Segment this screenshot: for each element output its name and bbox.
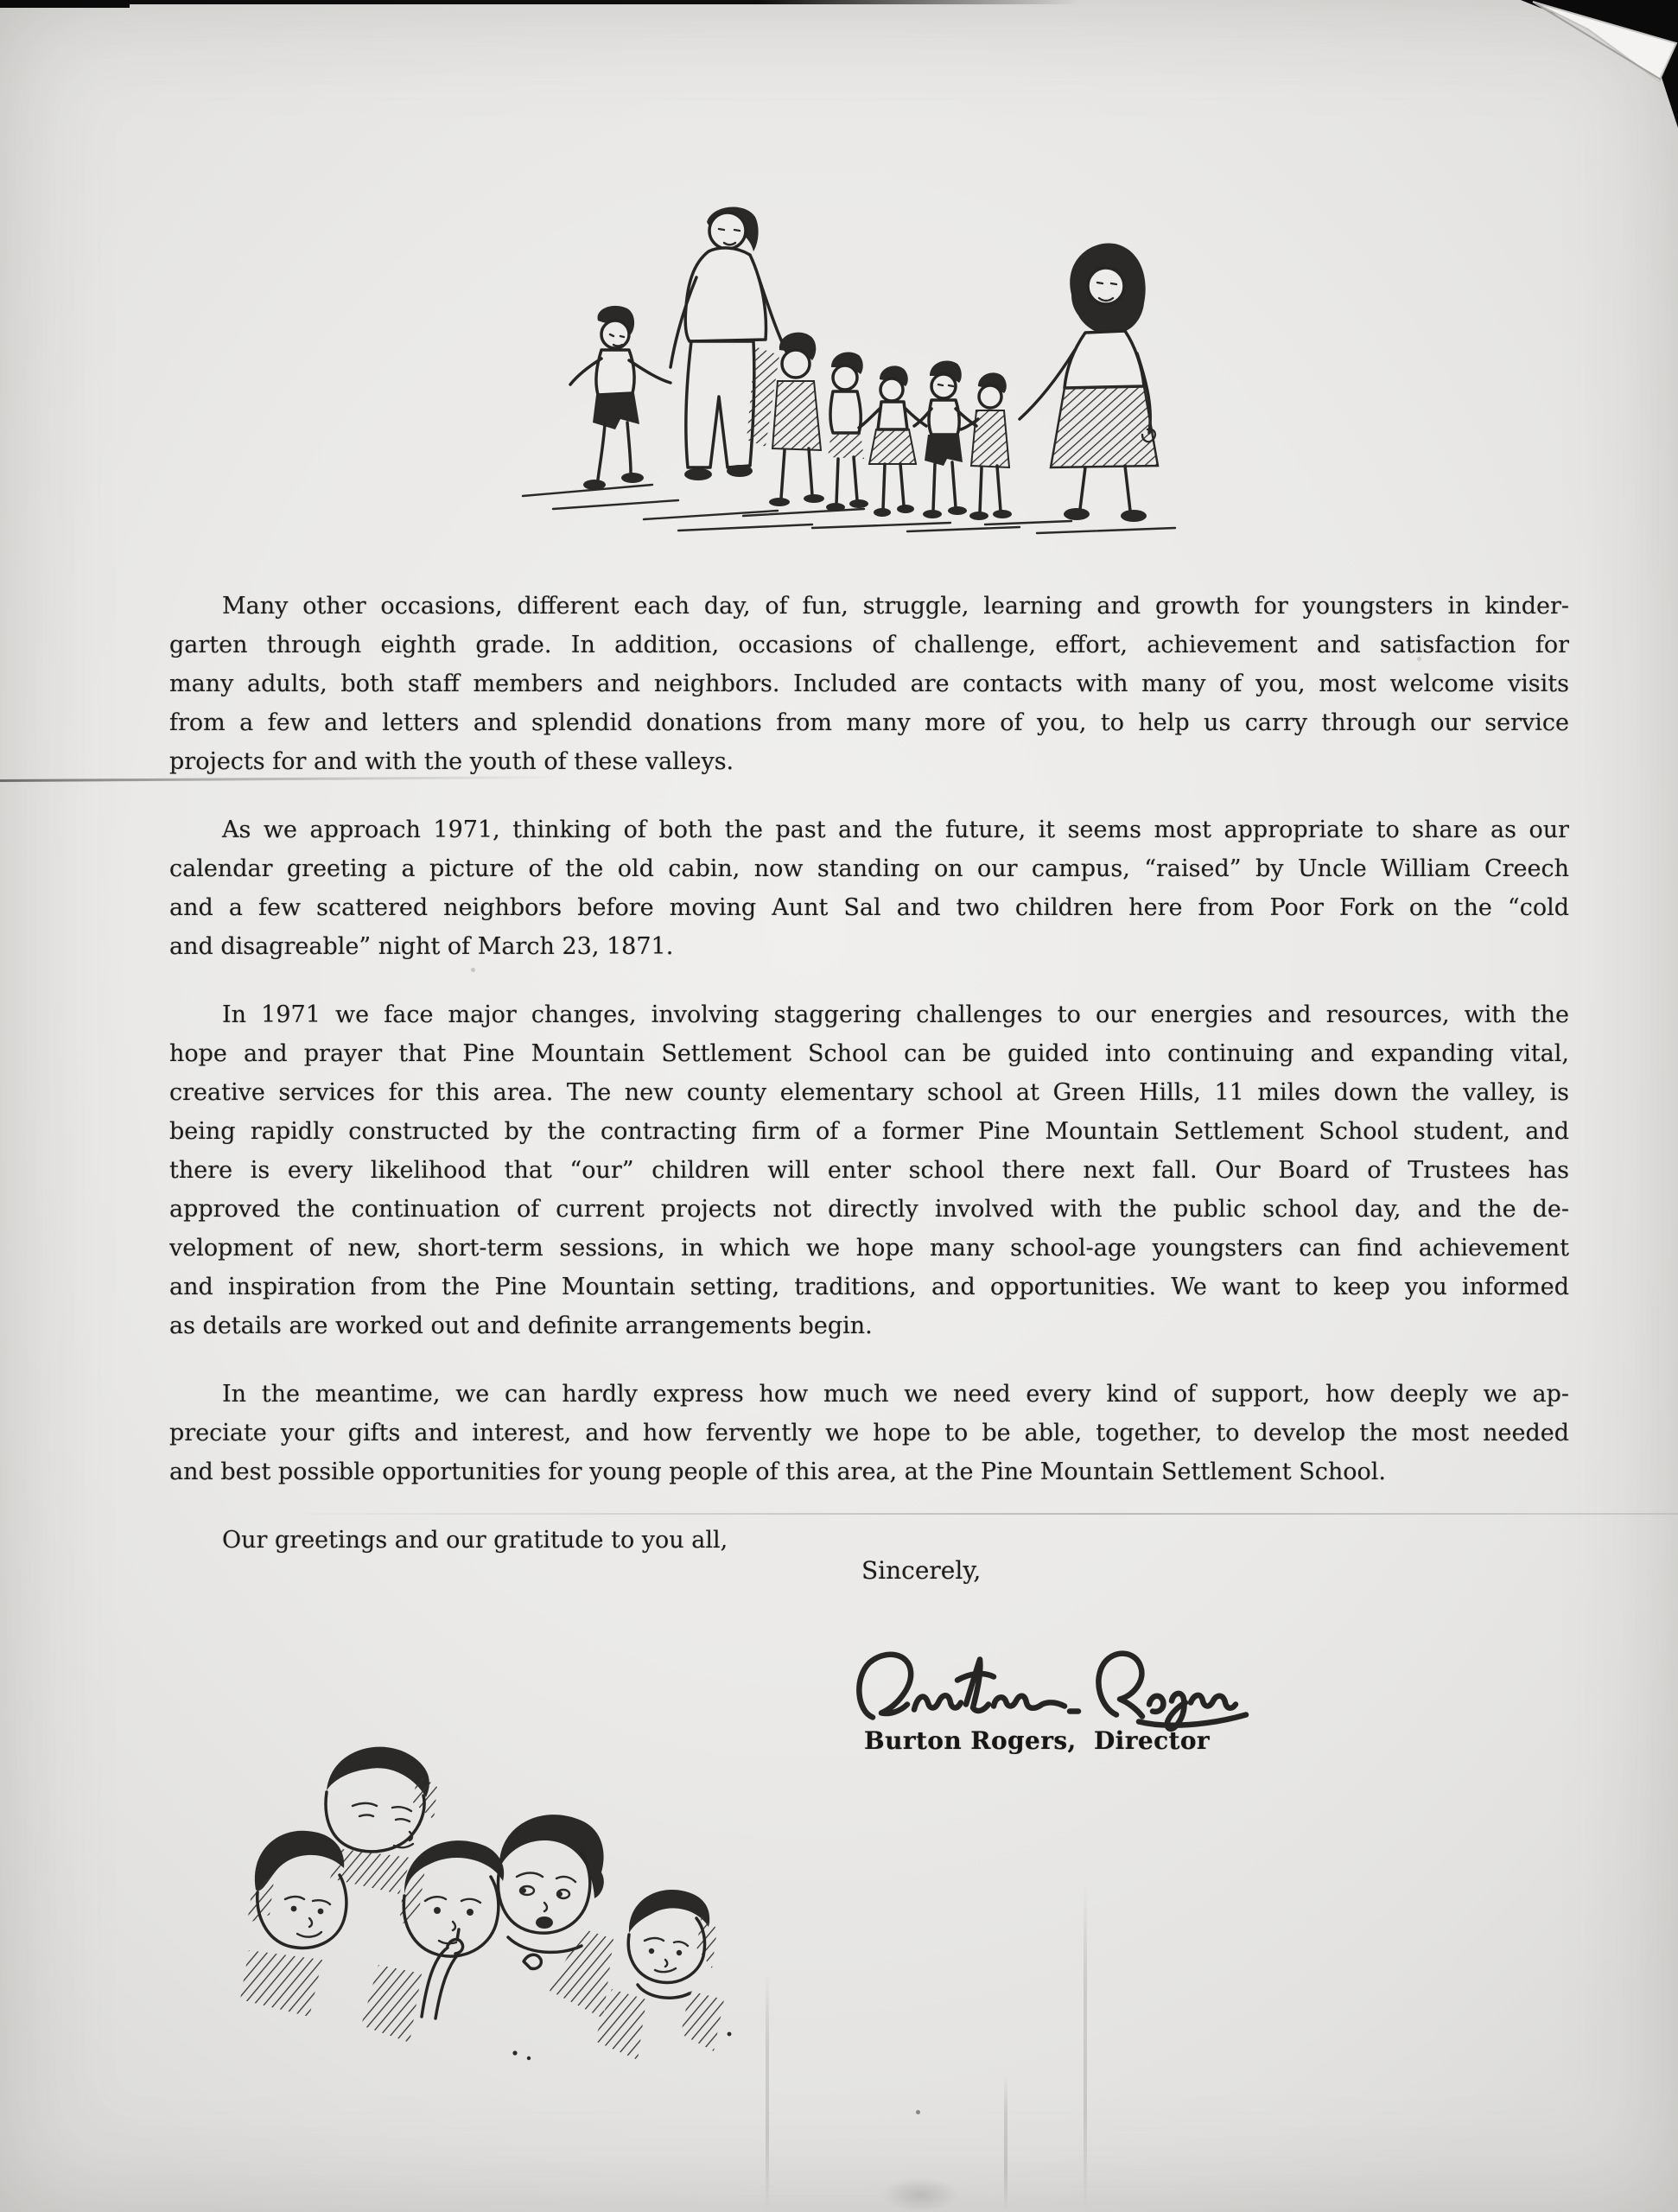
child-face-right bbox=[594, 1890, 724, 2060]
letter-line: In the meantime, we can hardly express how much we need every kind of support, how deeply we ap- bbox=[222, 1381, 1569, 1408]
scan-edge-top bbox=[0, 0, 1080, 4]
letter-line: projects for and with the youth of these valleys. bbox=[169, 748, 734, 775]
children-faces-illustration bbox=[240, 1730, 745, 2079]
signature-burton-rogers bbox=[847, 1633, 1279, 1741]
woman-figure bbox=[1020, 244, 1158, 522]
letter-line: and inspiration from the Pine Mountain setting, traditions, and opportunities. We want to keep you informed bbox=[169, 1274, 1569, 1300]
scan-smudge bbox=[881, 2177, 959, 2212]
letter-line: Our greetings and our gratitude to you all, bbox=[222, 1527, 728, 1554]
letter-line: approved the continuation of current projects not directly involved with the public school day, and the de- bbox=[169, 1196, 1569, 1223]
signature-typed-name: Burton Rogers, Director bbox=[864, 1726, 1211, 1755]
scan-edge-top-left bbox=[0, 0, 130, 8]
ink-speck bbox=[728, 2032, 732, 2037]
folded-corner-top-right bbox=[1332, 0, 1678, 147]
letter-line: calendar greeting a picture of the old cabin, now standing on our campus, “raised” by Uncle William Creech bbox=[169, 855, 1569, 882]
letter-line: and a few scattered neighbors before moving Aunt Sal and two children here from Poor Fork on the “cold bbox=[169, 894, 1569, 921]
closing-salutation: Sincerely, bbox=[861, 1556, 982, 1585]
letter-paragraph bbox=[169, 995, 1569, 1345]
letter-line: hope and prayer that Pine Mountain Settlement School can be guided into continuing and expanding vital, bbox=[169, 1040, 1569, 1067]
letter-line: In 1971 we face major changes, involving staggering challenges to our energies and resources, with the bbox=[222, 1001, 1569, 1028]
ink-speck bbox=[527, 2056, 531, 2060]
letter-line: As we approach 1971, thinking of both the past and the future, it seems most appropriate to share as our bbox=[222, 817, 1569, 843]
scan-streak bbox=[1004, 2074, 1007, 2212]
letter-line: and best possible opportunities for young people of this area, at the Pine Mountain Settlement School. bbox=[169, 1459, 1386, 1485]
child-face-top bbox=[326, 1747, 437, 1894]
letter-line: Many other occasions, different each day, of fun, struggle, learning and growth for youngsters in kinder- bbox=[222, 593, 1569, 620]
children-figures bbox=[769, 333, 1012, 520]
letter-paragraph bbox=[169, 810, 1569, 966]
letter-line: being rapidly constructed by the contracting firm of a former Pine Mountain Settlement School student, and bbox=[169, 1118, 1569, 1145]
toddler-figure bbox=[570, 306, 671, 490]
letter-line: preciate your gifts and interest, and how fervently we hope to be able, together, to develop the most needed bbox=[169, 1420, 1569, 1446]
letter-line: many adults, both staff members and neighbors. Included are contacts with many of you, most welcome visits bbox=[169, 671, 1569, 697]
child-face-left bbox=[240, 1831, 346, 2017]
letter-line: garten through eighth grade. In addition, occasions of challenge, effort, achievement and satisfaction for bbox=[169, 632, 1569, 658]
letter-paragraph bbox=[169, 1375, 1569, 1491]
letter-line: creative services for this area. The new county elementary school at Green Hills, 11 miles down the valley, is bbox=[169, 1079, 1569, 1106]
ink-speck bbox=[512, 2050, 517, 2055]
dust-speck bbox=[916, 2110, 920, 2114]
scan-streak bbox=[1084, 1884, 1087, 2212]
letter-line: and disagreable” night of March 23, 1871. bbox=[169, 933, 674, 960]
letter-line: there is every likelihood that “our” children will enter school there next fall. Our Board of Trustees has bbox=[169, 1157, 1569, 1184]
letter-line: from a few and letters and splendid donations from many more of you, to help us carry through our service bbox=[169, 709, 1569, 736]
letter-line: as details are worked out and definite arrangements begin. bbox=[169, 1313, 873, 1339]
children-walking-illustration bbox=[501, 197, 1192, 536]
scan-streak bbox=[766, 1970, 769, 2212]
letter-body bbox=[169, 587, 1569, 1560]
letter-line: velopment of new, short-term sessions, in which we hope many school-age youngsters can find achievement bbox=[169, 1235, 1569, 1262]
child-face-singing bbox=[498, 1815, 613, 2018]
letter-paragraph bbox=[169, 587, 1569, 781]
